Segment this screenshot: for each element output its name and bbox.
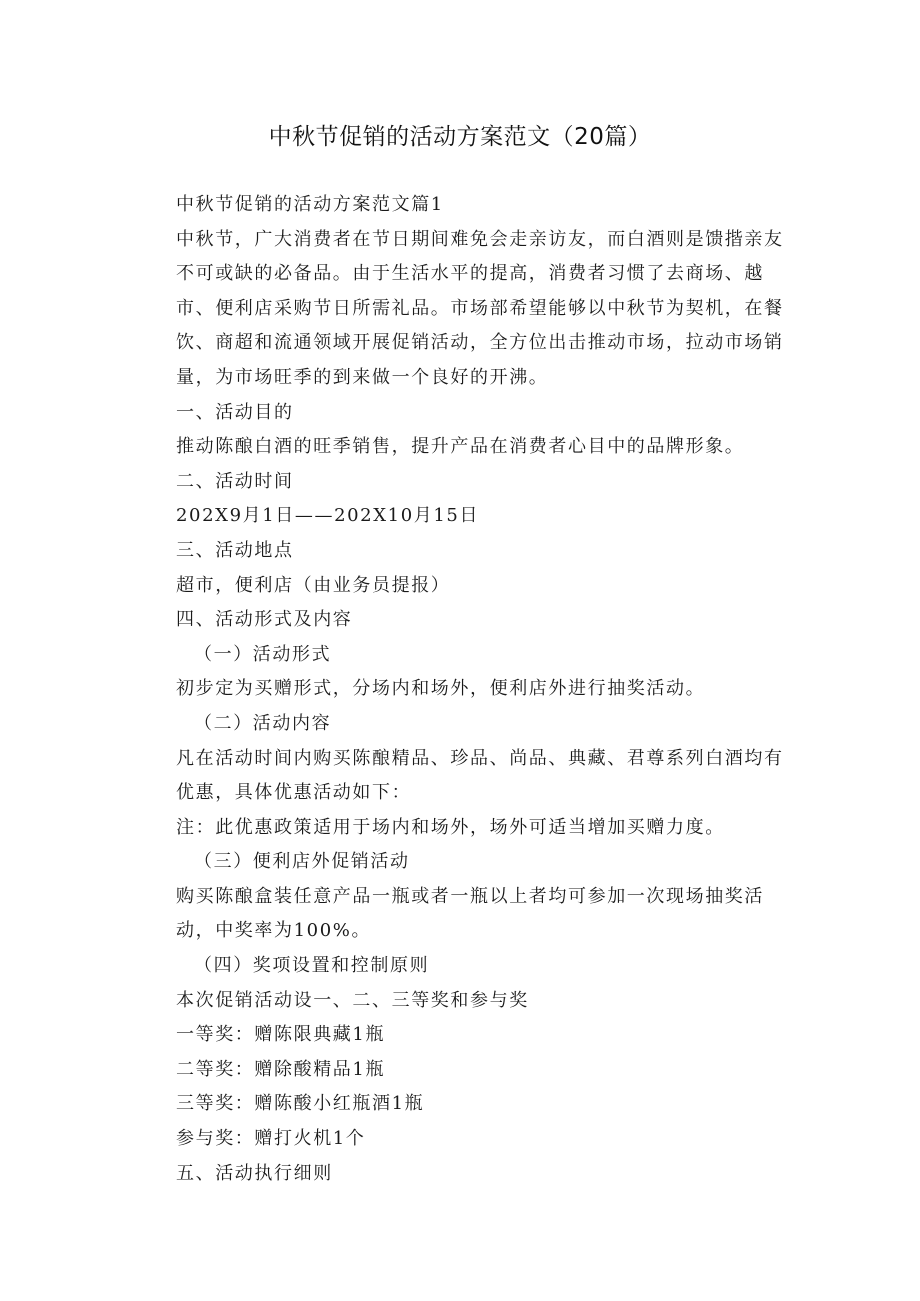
prize-line: 参与奖：赠打火机1个 [176,1128,366,1150]
document-title: 中秋节促销的活动方案范文（20篇） [268,124,652,150]
paragraph: 中秋节，广大消费者在节日期间难免会走亲访友，而白酒则是馈揩亲友不可或缺的必备品。由于生活水平的提高，消费者习惯了去商场、越市、便利店采购节日所需礼品。市场部希望能够以中秋节为契机，在餐饮、商超和流通领域开展促销活动，全方位出击推动市场，拉动市场销量，为市场旺季的到来做一个良好的开沸。 [176,228,784,388]
paragraph: 凡在活动时间内购买陈酿精品、珍品、尚品、典藏、君尊系列白酒均有优惠，具体优惠活动如下： [176,747,784,804]
paragraph: 推动陈酿白酒的旺季销售，提升产品在消费者心目中的品牌形象。 [176,436,745,458]
section-heading: 五、活动执行细则 [176,1162,333,1184]
document-body [176,188,788,1191]
paragraph: 超市，便利店（由业务员提报） [176,574,451,596]
paragraph: 注：此优惠政策适用于场内和场外，场外可适当增加买赠力度。 [176,816,725,838]
paragraph: 202X9月1日——202X10月15日 [176,505,480,527]
subsection-heading: （二）活动内容 [194,712,332,734]
paragraph: 中秋节促销的活动方案范文篇1 [176,194,444,215]
paragraph: 购买陈酿盒装任意产品一瓶或者一瓶以上者均可参加一次现场抽奖活动，中奖率为100%。 [176,885,764,942]
section-heading: 二、活动时间 [176,470,294,492]
section-heading: 一、活动目的 [176,401,294,423]
subsection-heading: （三）便利店外促销活动 [194,851,410,873]
subsection-heading: （四）奖项设置和控制原则 [194,955,430,977]
paragraph: 初步定为买赠形式，分场内和场外，便利店外进行抽奖活动。 [176,678,706,700]
section-heading: 四、活动形式及内容 [176,609,353,631]
paragraph: 本次促销活动设一、二、三等奖和参与奖 [176,989,529,1011]
prize-line: 二等奖：赠除酸精品1瓶 [176,1058,386,1080]
prize-line: 一等奖：赠陈限典藏1瓶 [176,1024,386,1046]
subsection-heading: （一）活动形式 [194,643,332,665]
section-heading: 三、活动地点 [176,539,294,561]
prize-line: 三等奖：赠陈酸小红瓶酒1瓶 [176,1093,425,1115]
